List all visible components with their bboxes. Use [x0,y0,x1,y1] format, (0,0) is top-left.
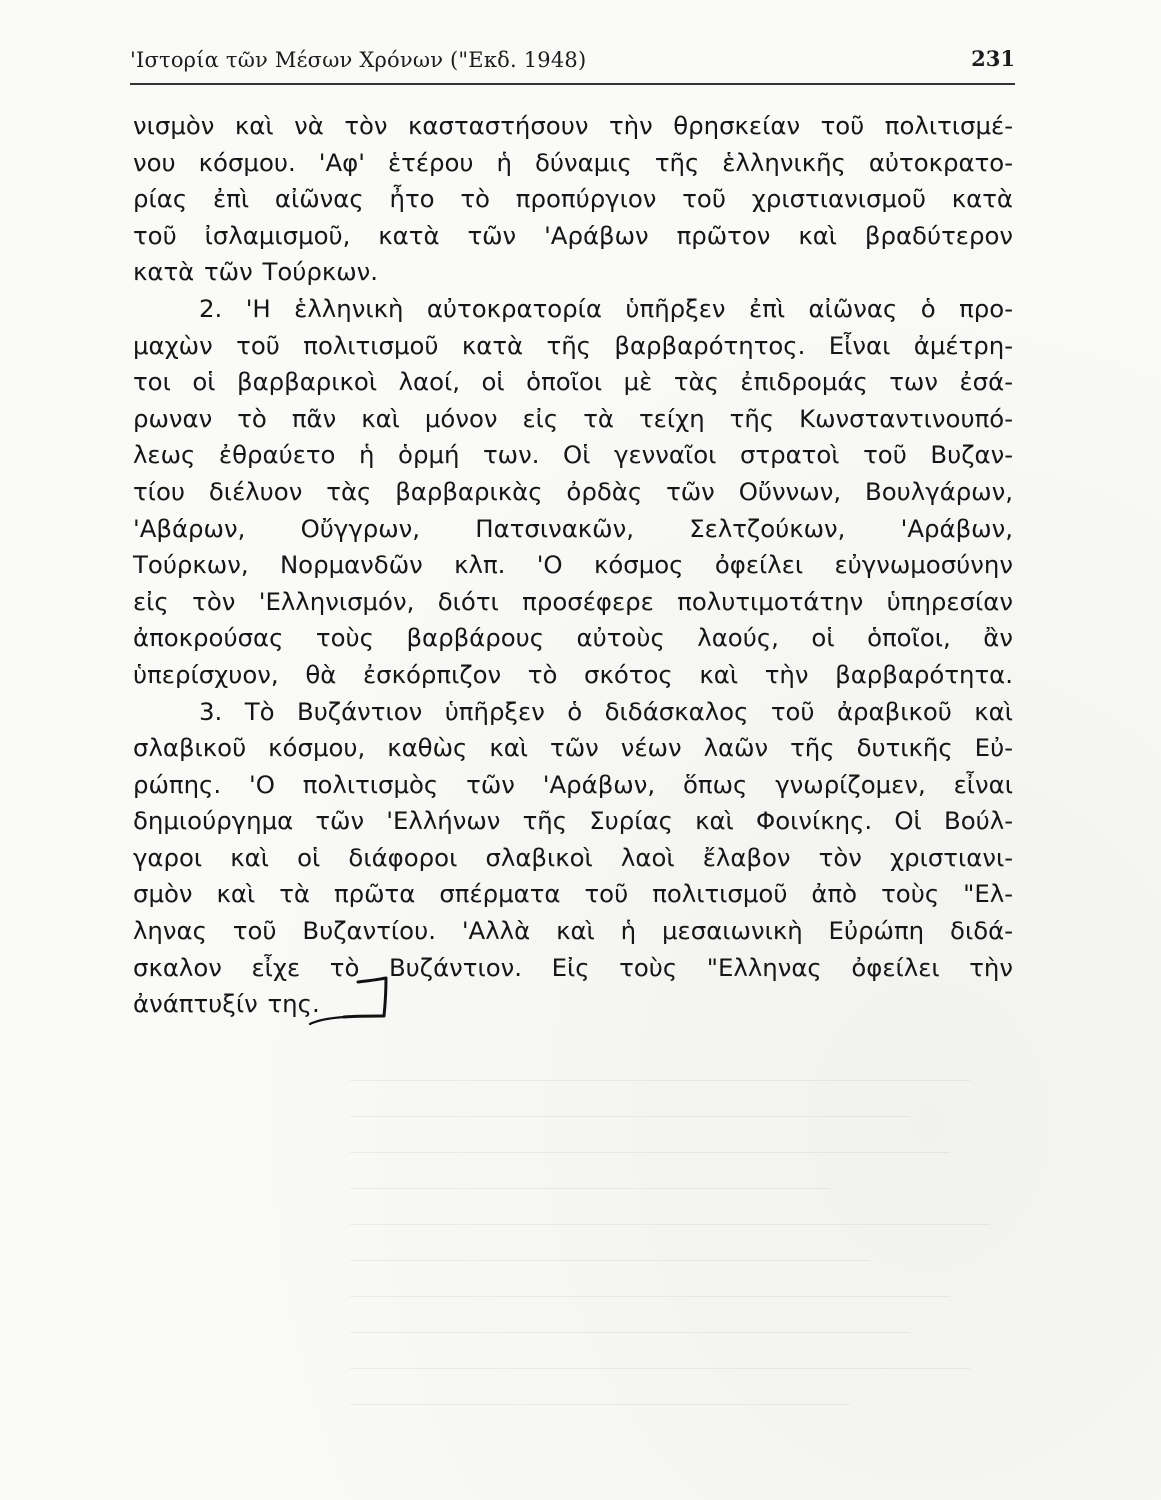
text-line: εἰς τὸν 'Ελληνισμόν, διότι προσέφερε πολυτιμοτάτην ὑπηρεσίαν [133,586,1013,616]
text-line: δημιούργημα τῶν 'Ελλήνων τῆς Συρίας καὶ Φοινίκης. Οἱ Βούλ- [133,806,1013,836]
text-line: Τούρκων, Νορμανδῶν κλπ. 'Ο κόσμος ὀφείλει εὐγνωμοσύνην [133,550,1013,580]
header-rule [130,83,1015,85]
text-line: νου κόσμου. 'Αφ' ἑτέρου ἡ δύναμις τῆς ἑλληνικῆς αὐτοκρατο- [133,147,1013,177]
text-line: ρίας ἐπὶ αἰῶνας ἦτο τὸ προπύργιον τοῦ χριστιανισμοῦ κατὰ [133,184,1013,214]
handwritten-end-bracket [300,950,410,1030]
text-line: γαροι καὶ οἱ διάφοροι σλαβικοὶ λαοὶ ἔλαβον τὸν χριστιανι- [133,842,1013,872]
text-line: σκαλον εἶχε τὸ Βυζάντιον. Εἰς τοὺς "Ελληνας ὀφείλει τὴν [133,952,1013,982]
text-line-final: ἀνάπτυξίν της. [133,989,320,1019]
text-line: μαχὼν τοῦ πολιτισμοῦ κατὰ τῆς βαρβαρότητος. Εἶναι ἀμέτρη- [133,330,1013,360]
bleed-through-texture [330,1080,1050,1440]
running-header [130,42,1015,76]
text-line: τοῦ ἰσλαμισμοῦ, κατὰ τῶν 'Αράβων πρῶτον καὶ βραδύτερον [133,220,1013,250]
text-line: ὑπερίσχυον, θὰ ἐσκόρπιζον τὸ σκότος καὶ τὴν βαρβαρότητα. [133,659,1013,689]
text-line: τοι οἱ βαρβαρικοὶ λαοί, οἱ ὁποῖοι μὲ τὰς ἐπιδρομάς των ἐσά- [133,367,1013,397]
paragraph-3-start: 3. Τὸ Βυζάντιον ὑπῆρξεν ὁ διδάσκαλος τοῦ ἀραβικοῦ καὶ [199,696,1013,726]
text-line: νισμὸν καὶ νὰ τὸν κασταστήσουν τὴν θρησκείαν τοῦ πολιτισμέ- [133,111,1013,140]
text-line: τίου διέλυον τὰς βαρβαρικὰς ὀρδὰς τῶν Οὔννων, Βουλγάρων, [133,476,1013,506]
text-line: ἀποκρούσας τοὺς βαρβάρους αὐτοὺς λαούς, οἱ ὁποῖοι, ἂν [133,623,1013,653]
text-line: ληνας τοῦ Βυζαντίου. 'Αλλὰ καὶ ἡ μεσαιωνικὴ Εὐρώπη διδά- [133,916,1013,946]
text-line: 'Αβάρων, Οὔγγρων, Πατσινακῶν, Σελτζούκων, 'Αράβων, [133,513,1013,543]
running-header-title: 'Ιστορία τῶν Μέσων Χρόνων ("Εκδ. 1948) [130,48,587,72]
text-line: σλαβικοῦ κόσμου, καθὼς καὶ τῶν νέων λαῶν τῆς δυτικῆς Εὐ- [133,733,1013,763]
text-line: ρώπης. 'Ο πολιτισμὸς τῶν 'Αράβων, ὅπως γνωρίζομεν, εἶναι [133,769,1013,799]
text-line: σμὸν καὶ τὰ πρῶτα σπέρματα τοῦ πολιτισμοῦ ἀπὸ τοὺς "Ελ- [133,879,1013,909]
page-number: 231 [971,46,1015,71]
paragraph-2-start: 2. 'Η ἑλληνικὴ αὐτοκρατορία ὑπῆρξεν ἐπὶ αἰῶνας ὁ προ- [199,293,1013,323]
body-text [133,108,1013,1023]
text-line: κατὰ τῶν Τούρκων. [133,257,379,287]
text-line: ρωναν τὸ πᾶν καὶ μόνον εἰς τὰ τείχη τῆς Κωνσταντινουπό- [133,403,1013,433]
text-line: λεως ἐθραύετο ἡ ὁρμή των. Οἱ γενναῖοι στρατοὶ τοῦ Βυζαν- [133,440,1013,470]
